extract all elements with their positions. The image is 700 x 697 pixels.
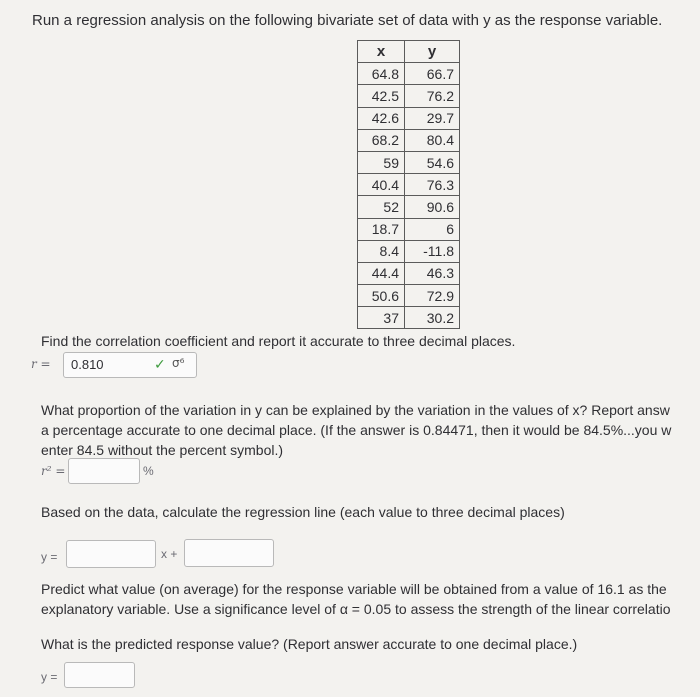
r-squared-prompt-line-3: enter 84.5 without the percent symbol.) [41,442,284,458]
r-label: r = [31,357,51,371]
r-squared-prompt-line-1: What proportion of the variation in y can be explained by the variation in the values of x? Report answ [41,402,670,418]
correlation-prompt: Find the correlation coefficient and report it accurate to three decimal places. [41,333,516,349]
table-row [358,307,460,329]
cell-x: 42.5 [358,85,405,107]
cell-x: 68.2 [358,129,405,151]
cell-y: 80.4 [405,129,460,151]
intercept-input[interactable] [184,539,274,567]
predicted-y-label: y = [41,670,58,684]
slope-input[interactable] [66,540,156,568]
r-squared-prompt-line-2: a percentage accurate to one decimal place. (If the answer is 0.84471, then it would be 84.5%...you w [41,422,672,438]
column-header-y: y [405,41,460,63]
cell-y: 72.9 [405,285,460,307]
x-plus-label: x + [161,547,178,561]
cell-y: 54.6 [405,151,460,173]
regression-y-label: y = [41,550,58,564]
table-row [358,129,460,151]
table-row [358,151,460,173]
table-row [358,196,460,218]
cell-x: 37 [358,307,405,329]
table-row [358,107,460,129]
percent-sign: % [143,464,154,478]
r-answer-field[interactable] [63,352,197,378]
cell-x: 59 [358,151,405,173]
cell-y: 90.6 [405,196,460,218]
table-row [358,174,460,196]
question-header: Run a regression analysis on the following bivariate set of data with y as the response variable. [32,12,663,29]
cell-y: 6 [405,218,460,240]
prediction-prompt-line-2: explanatory variable. Use a significance level of α = 0.05 to assess the strength of the linear correlatio [41,601,671,617]
cell-y: 76.3 [405,174,460,196]
cell-x: 42.6 [358,107,405,129]
checkmark-icon: ✓ [154,356,166,372]
cell-x: 18.7 [358,218,405,240]
cell-y: 76.2 [405,85,460,107]
table-row [358,63,460,85]
table-row [358,218,460,240]
cell-y: 30.2 [405,307,460,329]
regression-line-prompt: Based on the data, calculate the regression line (each value to three decimal places) [41,504,565,520]
cell-x: 40.4 [358,174,405,196]
cell-y: 29.7 [405,107,460,129]
r-squared-label: r² = [41,464,66,478]
predicted-value-input[interactable] [64,662,135,688]
cell-y: -11.8 [405,240,460,262]
data-table [357,40,460,329]
cell-x: 64.8 [358,63,405,85]
cell-y: 46.3 [405,262,460,284]
table-row [358,240,460,262]
formula-helper-icon[interactable]: σ⁶ [172,356,185,370]
table-row [358,285,460,307]
r-squared-input[interactable] [68,458,140,484]
cell-x: 52 [358,196,405,218]
r-answer-value: 0.810 [71,357,104,372]
cell-x: 8.4 [358,240,405,262]
table-row [358,85,460,107]
cell-x: 50.6 [358,285,405,307]
column-header-x: x [358,41,405,63]
prediction-prompt-line-1: Predict what value (on average) for the response variable will be obtained from a value of 16.1 as the [41,581,667,597]
cell-y: 66.7 [405,63,460,85]
predicted-value-prompt: What is the predicted response value? (Report answer accurate to one decimal place.) [41,636,578,652]
table-row [358,262,460,284]
cell-x: 44.4 [358,262,405,284]
